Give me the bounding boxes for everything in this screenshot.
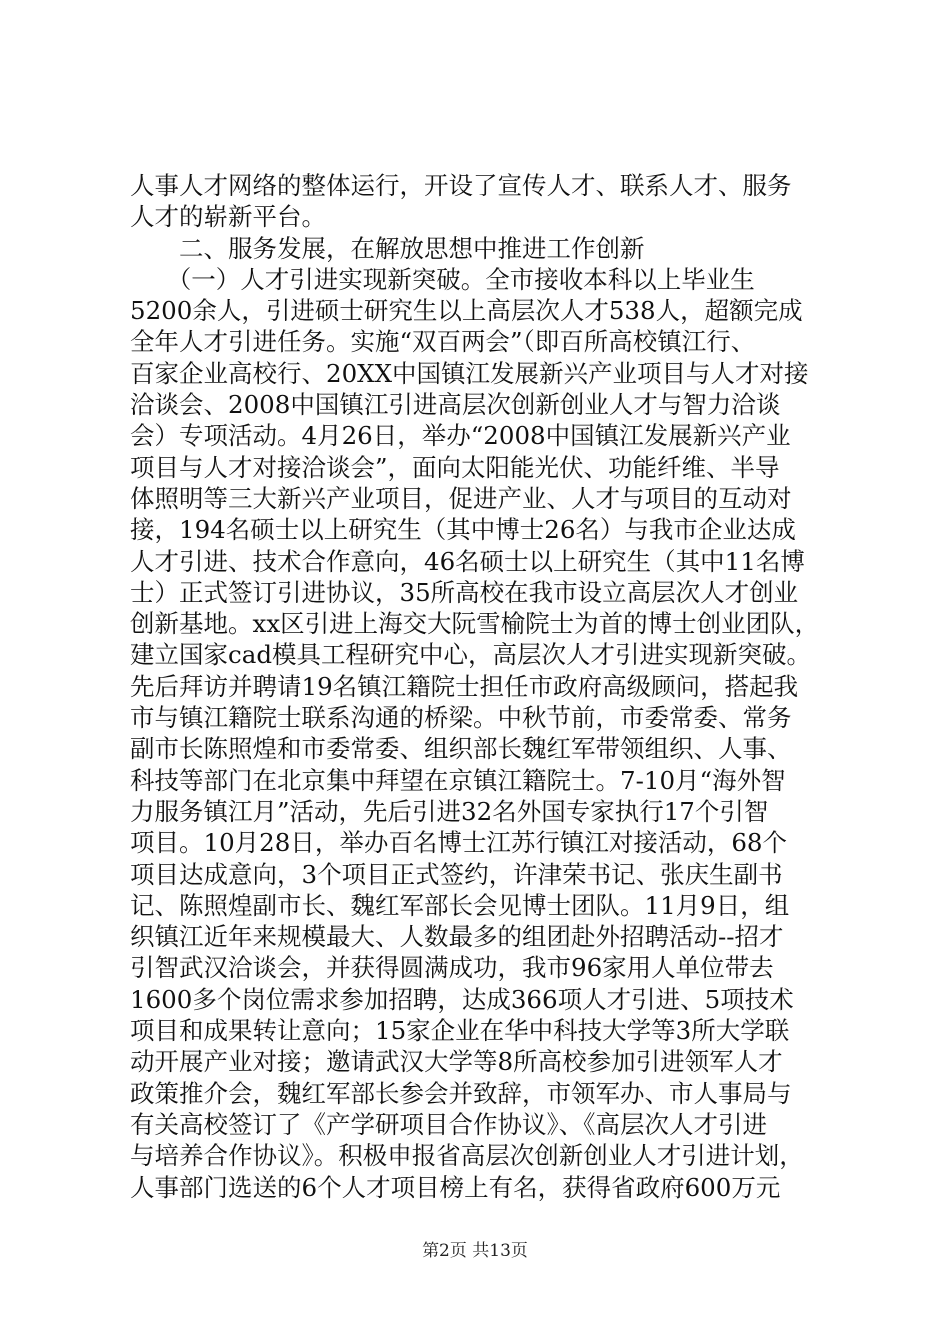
text-line: 会）专项活动。4月26日，举办“2008中国镇江发展新兴产业: [130, 421, 791, 451]
text-line: 织镇江近年来规模最大、人数最多的组团赴外招聘活动--招才: [130, 922, 784, 952]
text-line: 有关高校签订了《产学研项目合作协议》、《高层次人才引进: [130, 1109, 767, 1139]
text-line: 建立国家cad模具工程研究中心，高层次人才引进实现新突破。: [130, 640, 812, 670]
text-line: 人才的崭新平台。: [130, 202, 326, 232]
text-line: 项目与人才对接洽谈会”，面向太阳能光伏、功能纤维、半导: [130, 452, 780, 482]
text-line: 创新基地。xx区引进上海交大阮雪榆院士为首的博士创业团队，: [130, 609, 820, 639]
text-line: 百家企业高校行、20XX中国镇江发展新兴产业项目与人才对接: [130, 358, 809, 388]
text-line: 动开展产业对接；邀请武汉大学等8所高校参加引进领军人才: [130, 1047, 783, 1077]
text-line: 政策推介会，魏红军部长参会并致辞，市领军办、市人事局与: [130, 1078, 792, 1108]
text-line: 力服务镇江月”活动，先后引进32名外国专家执行17个引智: [130, 796, 769, 826]
text-line: 引智武汉洽谈会，并获得圆满成功，我市96家用人单位带去: [130, 953, 774, 983]
text-line: 项目达成意向，3个项目正式签约，许津荣书记、张庆生副书: [130, 859, 783, 889]
text-line: 洽谈会、2008中国镇江引进高层次创新创业人才与智力洽谈: [130, 390, 781, 420]
document-body: [130, 170, 830, 1203]
text-line: 科技等部门在北京集中拜望在京镇江籍院士。7-10月“海外智: [130, 765, 786, 795]
text-line: 人事部门选送的6个人才项目榜上有名，获得省政府600万元: [130, 1172, 781, 1202]
text-line: 记、陈照煌副市长、魏红军部长会见博士团队。11月9日，组: [130, 890, 790, 920]
text-line: 1600多个岗位需求参加招聘，达成366项人才引进、5项技术: [130, 984, 794, 1014]
text-line: 士）正式签订引进协议，35所高校在我市设立高层次人才创业: [130, 577, 799, 607]
text-line: 接，194名硕士以上研究生（其中博士26名）与我市企业达成: [130, 515, 796, 545]
text-line: 体照明等三大新兴产业项目，促进产业、人才与项目的互动对: [130, 483, 792, 513]
text-line: 5200余人，引进硕士研究生以上高层次人才538人，超额完成: [130, 296, 803, 326]
section-heading: 二、服务发展，在解放思想中推进工作创新: [130, 233, 645, 263]
text-line: 与培养合作协议》。积极申报省高层次创新创业人才引进计划，: [130, 1141, 804, 1171]
text-line: 市与镇江籍院士联系沟通的桥梁。中秋节前，市委常委、常务: [130, 703, 792, 733]
page-number-footer: 第2页 共13页: [422, 1241, 528, 1261]
text-line: 副市长陈照煌和市委常委、组织部长魏红军带领组织、人事、: [130, 734, 792, 764]
text-line: 全年人才引进任务。实施“双百两会”（即百所高校镇江行、: [130, 327, 756, 357]
text-line: 先后拜访并聘请19名镇江籍院士担任市政府高级顾问，搭起我: [130, 671, 799, 701]
text-line: 人才引进、技术合作意向，46名硕士以上研究生（其中11名博: [130, 546, 805, 576]
text-line: 项目。10月28日，举办百名博士江苏行镇江对接活动，68个: [130, 828, 788, 858]
subsection-heading: （一）人才引进实现新突破。全市接收本科以上毕业生: [130, 264, 755, 294]
text-line: 人事人才网络的整体运行，开设了宣传人才、联系人才、服务: [130, 171, 792, 200]
text-line: 项目和成果转让意向；15家企业在华中科技大学等3所大学联: [130, 1016, 790, 1046]
